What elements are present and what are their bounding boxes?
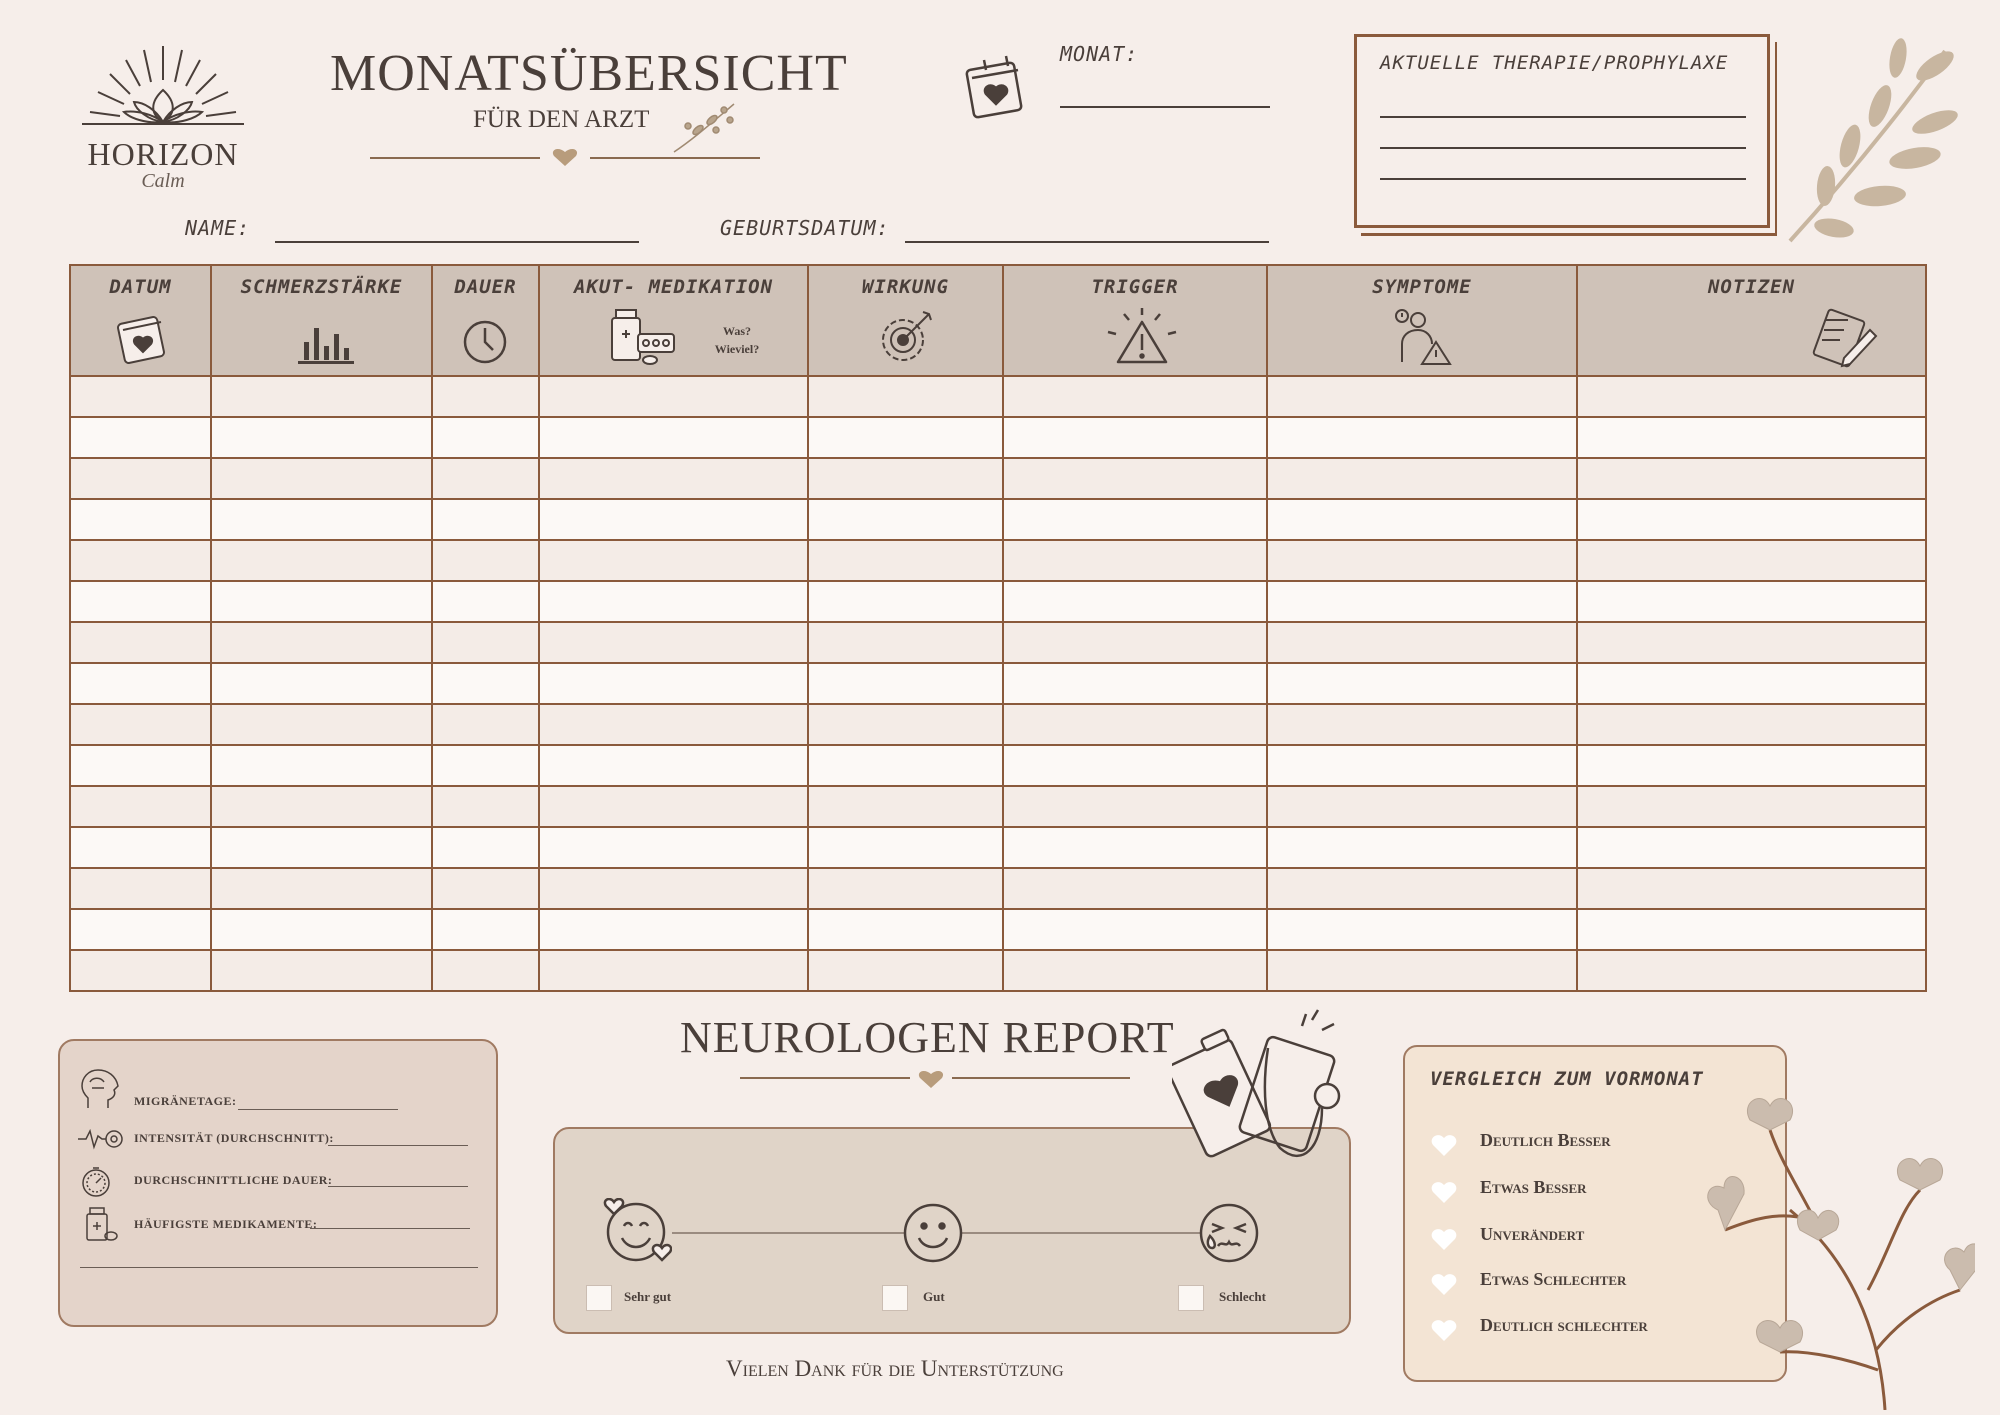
- heart-option-icon[interactable]: [1430, 1317, 1458, 1343]
- table-cell[interactable]: [70, 868, 211, 909]
- table-cell[interactable]: [1003, 417, 1267, 458]
- table-cell[interactable]: [1577, 704, 1926, 745]
- rating-label-bad: Schlecht: [1219, 1289, 1266, 1304]
- therapy-label: AKTUELLE THERAPIE/PROPHYLAXE: [1380, 52, 1729, 74]
- column-label: WIRKUNG: [861, 276, 950, 298]
- table-cell[interactable]: [808, 581, 1003, 622]
- column-header-wirkung: [808, 265, 1003, 376]
- table-cell[interactable]: [808, 663, 1003, 704]
- table-cell[interactable]: [211, 868, 432, 909]
- table-cell[interactable]: [1003, 868, 1267, 909]
- common-meds-field[interactable]: [310, 1228, 470, 1229]
- notepad-pen-icon: [1810, 302, 1880, 372]
- table-cell[interactable]: [1003, 458, 1267, 499]
- rating-checkbox-good[interactable]: [882, 1285, 908, 1311]
- table-cell[interactable]: [211, 499, 432, 540]
- column-label: TRIGGER: [1091, 276, 1179, 298]
- table-cell[interactable]: [70, 950, 211, 991]
- table-cell[interactable]: [539, 786, 808, 827]
- table-cell[interactable]: [539, 540, 808, 581]
- table-cell[interactable]: [1577, 868, 1926, 909]
- table-cell[interactable]: [211, 581, 432, 622]
- table-cell[interactable]: [539, 868, 808, 909]
- table-cell[interactable]: [539, 663, 808, 704]
- table-cell[interactable]: [1003, 663, 1267, 704]
- column-label: DATUM: [109, 276, 172, 298]
- table-row: [70, 909, 1926, 950]
- warning-icon: [1104, 306, 1180, 366]
- column-header-notizen: [1577, 265, 1926, 376]
- table-cell[interactable]: [432, 909, 539, 950]
- column-label: NOTIZEN: [1707, 276, 1796, 298]
- table-row: [70, 704, 1926, 745]
- column-header-symptome: [1267, 265, 1577, 376]
- table-cell[interactable]: [1003, 581, 1267, 622]
- table-cell[interactable]: [211, 909, 432, 950]
- title-divider: [370, 146, 760, 170]
- extra-notes-field[interactable]: [80, 1267, 478, 1268]
- table-cell[interactable]: [808, 909, 1003, 950]
- table-cell[interactable]: [1267, 499, 1577, 540]
- table-row: [70, 786, 1926, 827]
- table-cell[interactable]: [1267, 950, 1577, 991]
- table-cell[interactable]: [539, 417, 808, 458]
- table-cell[interactable]: [1003, 704, 1267, 745]
- target-gear-icon: [877, 306, 937, 366]
- table-cell[interactable]: [432, 868, 539, 909]
- calendar-heart-icon: [115, 310, 171, 366]
- table-cell[interactable]: [539, 458, 808, 499]
- table-cell[interactable]: [211, 745, 432, 786]
- column-label: SCHMERZSTÄRKE: [240, 276, 403, 298]
- table-cell[interactable]: [432, 581, 539, 622]
- table-cell[interactable]: [808, 499, 1003, 540]
- thanks-note: Vielen Dank für die Unterstützung: [726, 1356, 1064, 1381]
- table-cell[interactable]: [539, 704, 808, 745]
- table-cell[interactable]: [211, 622, 432, 663]
- therapy-line-1[interactable]: [1380, 116, 1746, 118]
- table-cell[interactable]: [1267, 622, 1577, 663]
- table-cell[interactable]: [432, 745, 539, 786]
- table-cell[interactable]: [211, 786, 432, 827]
- table-cell[interactable]: [808, 622, 1003, 663]
- table-cell[interactable]: [432, 499, 539, 540]
- rating-checkbox-bad[interactable]: [1178, 1285, 1204, 1311]
- smile-face-icon: [902, 1202, 964, 1264]
- table-cell[interactable]: [539, 745, 808, 786]
- table-cell[interactable]: [1577, 827, 1926, 868]
- table-cell[interactable]: [432, 827, 539, 868]
- calendar-heart-icon: [962, 52, 1032, 122]
- page-subtitle: FÜR DEN ARZT: [473, 106, 650, 133]
- brain-head-icon: [78, 1068, 122, 1110]
- table-cell[interactable]: [808, 417, 1003, 458]
- leaf-branch-decoration: [1770, 36, 1970, 246]
- column-label: AKUT- MEDIKATION: [573, 276, 774, 298]
- table-cell[interactable]: [1267, 909, 1577, 950]
- heart-leaf-branch-decoration: [1700, 1090, 1975, 1410]
- table-cell[interactable]: [70, 581, 211, 622]
- table-row: [70, 458, 1926, 499]
- table-cell[interactable]: [808, 376, 1003, 417]
- table-cell[interactable]: [432, 950, 539, 991]
- report-divider: [740, 1066, 1130, 1090]
- table-row: [70, 663, 1926, 704]
- table-cell[interactable]: [70, 704, 211, 745]
- table-cell[interactable]: [1003, 827, 1267, 868]
- table-cell[interactable]: [70, 499, 211, 540]
- table-cell[interactable]: [70, 663, 211, 704]
- therapy-line-2[interactable]: [1380, 147, 1746, 149]
- bar-chart-icon: [296, 316, 356, 366]
- column-header-datum: [70, 265, 211, 376]
- table-cell[interactable]: [432, 458, 539, 499]
- column-header-trigger: [1003, 265, 1267, 376]
- table-cell[interactable]: [1267, 663, 1577, 704]
- table-cell[interactable]: [432, 786, 539, 827]
- table-cell[interactable]: [1577, 745, 1926, 786]
- table-row: [70, 417, 1926, 458]
- stat-label-common-meds: HÄUFIGSTE MEDIKAMENTE:: [134, 1217, 318, 1231]
- table-cell[interactable]: [1003, 376, 1267, 417]
- clipboard-stethoscope-icon: [1172, 1008, 1342, 1176]
- table-cell[interactable]: [1267, 868, 1577, 909]
- rating-label-very-good: Sehr gut: [624, 1289, 672, 1304]
- table-cell[interactable]: [1267, 581, 1577, 622]
- table-cell[interactable]: [70, 417, 211, 458]
- table-cell[interactable]: [808, 950, 1003, 991]
- table-row: [70, 868, 1926, 909]
- table-cell[interactable]: [808, 868, 1003, 909]
- table-cell[interactable]: [539, 950, 808, 991]
- table-cell[interactable]: [1003, 745, 1267, 786]
- table-cell[interactable]: [808, 458, 1003, 499]
- table-cell[interactable]: [1267, 704, 1577, 745]
- table-row: [70, 376, 1926, 417]
- table-cell[interactable]: [211, 540, 432, 581]
- table-cell[interactable]: [539, 499, 808, 540]
- table-cell[interactable]: [70, 540, 211, 581]
- crying-face-icon: [1198, 1202, 1260, 1264]
- happy-hearts-face-icon: [602, 1198, 672, 1264]
- migraine-days-field[interactable]: [238, 1109, 398, 1110]
- medication-note-amount: Wieviel?: [714, 342, 760, 356]
- table-cell[interactable]: [808, 786, 1003, 827]
- table-cell[interactable]: [808, 745, 1003, 786]
- stat-label-migraine-days: MIGRÄNETAGE:: [134, 1094, 237, 1108]
- table-cell[interactable]: [211, 417, 432, 458]
- rating-label-good: Gut: [923, 1289, 945, 1304]
- table-cell[interactable]: [1267, 540, 1577, 581]
- table-row: [70, 540, 1926, 581]
- table-row: [70, 745, 1926, 786]
- table-cell[interactable]: [1577, 622, 1926, 663]
- table-header-row: [70, 265, 1926, 376]
- stat-label-avg-duration: DURCHSCHNITTLICHE DAUER:: [134, 1173, 333, 1187]
- table-cell[interactable]: [70, 622, 211, 663]
- table-cell[interactable]: [432, 540, 539, 581]
- table-cell[interactable]: [808, 704, 1003, 745]
- table-cell[interactable]: [539, 622, 808, 663]
- month-label: MONAT:: [1060, 42, 1139, 66]
- comparison-option-much-worse: Deutlich schlechter: [1480, 1315, 1648, 1335]
- comparison-title: VERGLEICH ZUM VORMONAT: [1430, 1068, 1704, 1090]
- table-cell[interactable]: [1267, 745, 1577, 786]
- table-cell[interactable]: [1577, 458, 1926, 499]
- table-cell[interactable]: [70, 458, 211, 499]
- table-cell[interactable]: [539, 376, 808, 417]
- table-cell[interactable]: [1577, 950, 1926, 991]
- medication-note-what: Was?: [722, 324, 751, 338]
- heart-option-icon[interactable]: [1430, 1271, 1458, 1297]
- intensity-field[interactable]: [328, 1145, 468, 1146]
- comparison-option-slightly-worse: Etwas Schlechter: [1480, 1269, 1627, 1289]
- comparison-option-unchanged: Unverändert: [1480, 1224, 1585, 1244]
- table-body: [70, 376, 1926, 991]
- table-cell[interactable]: [808, 540, 1003, 581]
- table-row: [70, 622, 1926, 663]
- table-cell[interactable]: [1003, 909, 1267, 950]
- column-label: SYMPTOME: [1372, 276, 1472, 298]
- name-label: NAME:: [185, 216, 251, 240]
- table-cell[interactable]: [70, 827, 211, 868]
- table-cell[interactable]: [211, 376, 432, 417]
- table-row: [70, 581, 1926, 622]
- table-cell[interactable]: [1267, 827, 1577, 868]
- page-title: MONATSÜBERSICHT: [330, 45, 848, 102]
- table-cell[interactable]: [1577, 499, 1926, 540]
- birthdate-label: GEBURTSDATUM:: [720, 216, 890, 240]
- table-cell[interactable]: [70, 909, 211, 950]
- table-cell[interactable]: [1003, 950, 1267, 991]
- table-cell[interactable]: [432, 376, 539, 417]
- rating-checkbox-very-good[interactable]: [586, 1285, 612, 1311]
- table-row: [70, 950, 1926, 991]
- table-cell[interactable]: [1003, 622, 1267, 663]
- table-cell[interactable]: [70, 376, 211, 417]
- table-cell[interactable]: [432, 622, 539, 663]
- table-cell[interactable]: [1267, 376, 1577, 417]
- table-cell[interactable]: [432, 663, 539, 704]
- table-cell[interactable]: [539, 909, 808, 950]
- table-cell[interactable]: [1003, 786, 1267, 827]
- table-cell[interactable]: [1577, 786, 1926, 827]
- stat-label-intensity: INTENSITÄT (DURCHSCHNITT):: [134, 1131, 334, 1145]
- table-cell[interactable]: [539, 827, 808, 868]
- table-cell[interactable]: [1577, 540, 1926, 581]
- table-cell[interactable]: [1577, 663, 1926, 704]
- table-cell[interactable]: [1267, 458, 1577, 499]
- table-cell[interactable]: [211, 458, 432, 499]
- table-cell[interactable]: [1003, 540, 1267, 581]
- symptom-person-icon: [1394, 306, 1454, 366]
- column-header-schmerzstaerke: [211, 265, 432, 376]
- table-cell[interactable]: [1003, 499, 1267, 540]
- table-cell[interactable]: [808, 827, 1003, 868]
- report-title: NEUROLOGEN REPORT: [680, 1013, 1175, 1062]
- monthly-log-table: [69, 264, 1927, 992]
- table-cell[interactable]: [539, 581, 808, 622]
- table-cell[interactable]: [432, 417, 539, 458]
- heart-option-icon[interactable]: [1430, 1132, 1458, 1158]
- stopwatch-icon: [80, 1166, 112, 1198]
- table-cell[interactable]: [211, 663, 432, 704]
- table-cell[interactable]: [1577, 417, 1926, 458]
- column-header-akut-medikation: [539, 265, 808, 376]
- clock-icon: [461, 318, 509, 366]
- table-cell[interactable]: [1577, 909, 1926, 950]
- table-cell[interactable]: [211, 704, 432, 745]
- table-cell[interactable]: [432, 704, 539, 745]
- avg-duration-field[interactable]: [328, 1186, 468, 1187]
- table-cell[interactable]: [70, 786, 211, 827]
- pill-bottle-icon: [84, 1206, 118, 1242]
- brand-tagline: Calm: [141, 170, 185, 192]
- table-cell[interactable]: [70, 745, 211, 786]
- comparison-option-much-better: Deutlich Besser: [1480, 1130, 1611, 1150]
- month-field[interactable]: [1060, 106, 1270, 108]
- table-row: [70, 499, 1926, 540]
- table-cell[interactable]: [211, 950, 432, 991]
- table-cell[interactable]: [211, 827, 432, 868]
- pulse-icon: [76, 1128, 124, 1150]
- therapy-line-3[interactable]: [1380, 178, 1746, 180]
- column-label: DAUER: [454, 276, 517, 298]
- medication-icon: [610, 306, 676, 366]
- table-cell[interactable]: [1577, 376, 1926, 417]
- table-row: [70, 827, 1926, 868]
- name-field[interactable]: [275, 241, 639, 243]
- birthdate-field[interactable]: [905, 241, 1269, 243]
- table-cell[interactable]: [1267, 417, 1577, 458]
- heart-option-icon[interactable]: [1430, 1179, 1458, 1205]
- column-header-dauer: [432, 265, 539, 376]
- heart-option-icon[interactable]: [1430, 1226, 1458, 1252]
- table-cell[interactable]: [1577, 581, 1926, 622]
- table-cell[interactable]: [1267, 786, 1577, 827]
- comparison-option-slightly-better: Etwas Besser: [1480, 1177, 1587, 1197]
- brand-name: HORIZON: [87, 136, 239, 172]
